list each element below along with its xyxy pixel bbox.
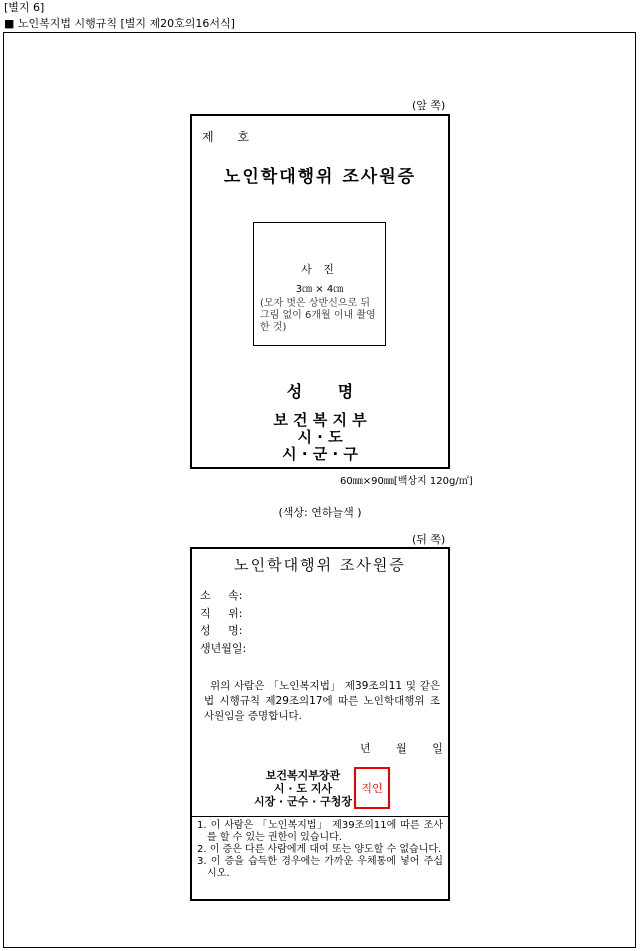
signer-minister: 보건복지부장관 bbox=[265, 769, 341, 782]
photo-size: 3㎝ × 4㎝ bbox=[295, 284, 344, 295]
issuer-ministry: 보 건 복 지 부 bbox=[273, 411, 367, 429]
note-3: 3. 이 증을 습득한 경우에는 가까운 우체통에 넣어 주십시오. bbox=[197, 856, 443, 879]
signer-block bbox=[250, 769, 356, 808]
field-name: 성 명: bbox=[200, 624, 243, 637]
signer-governor: 시 · 도 지사 bbox=[273, 782, 333, 795]
issue-date: 년 월 일 bbox=[360, 742, 443, 755]
issuer-province: 시 · 도 bbox=[297, 428, 343, 446]
certification-statement: 위의 사람은 「노인복지법」 제39조의11 및 같은 법 시행규칙 제29조의17에 따른 노인학대행위 조사원임을 증명합니다. bbox=[204, 680, 440, 722]
color-note: (색상: 연하늘색 ) bbox=[278, 506, 362, 519]
back-side-label: (뒤 쪽) bbox=[412, 533, 446, 546]
note-2: 2. 이 증은 다른 사람에게 대여 또는 양도할 수 없습니다. bbox=[197, 844, 442, 855]
official-seal: 직인 bbox=[354, 767, 390, 809]
form-title: ■ 노인복지법 시행규칙 [별지 제20호의16서식] bbox=[4, 17, 235, 30]
signer-mayor: 시장 · 군수 · 구청장 bbox=[253, 795, 353, 808]
issuer-city: 시 · 군 · 구 bbox=[282, 445, 358, 463]
paper-spec: 60㎜×90㎜[백상지 120g/㎡] bbox=[340, 476, 473, 487]
card-number: 제 호 bbox=[202, 130, 249, 144]
front-side-label: (앞 쪽) bbox=[412, 99, 446, 112]
field-position: 직 위: bbox=[200, 607, 243, 620]
notes-block bbox=[197, 820, 443, 880]
field-birthdate: 생년월일: bbox=[200, 642, 247, 655]
photo-label: 사 진 bbox=[301, 263, 338, 276]
note-1: 1. 이 사람은 「노인복지법」 제39조의11에 따른 조사를 할 수 있는 권한이 있습니다. bbox=[197, 820, 443, 843]
notes-divider bbox=[192, 816, 448, 817]
photo-note: (모자 벗은 상반신으로 뒤 그림 없이 6개월 이내 촬영한 것) bbox=[260, 298, 376, 333]
front-title: 노인학대행위 조사원증 bbox=[223, 167, 417, 187]
field-affiliation: 소 속: bbox=[200, 589, 243, 602]
name-label: 성 명 bbox=[286, 382, 354, 401]
attachment-label: [별지 6] bbox=[4, 1, 45, 14]
back-title: 노인학대행위 조사원증 bbox=[234, 556, 406, 574]
